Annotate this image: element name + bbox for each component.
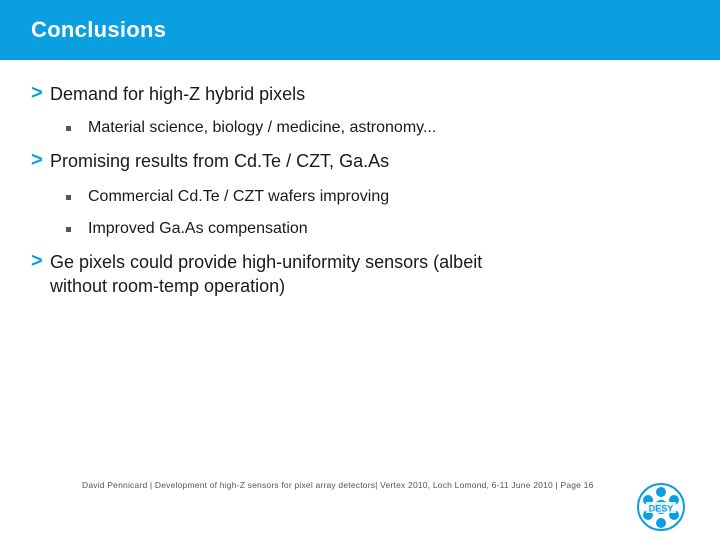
logo-text: DESY <box>648 503 674 514</box>
square-bullet-icon <box>66 126 71 131</box>
slide-title: Conclusions <box>31 17 167 42</box>
title-bar <box>0 0 720 60</box>
bullet-2-text: Promising results from Cd.Te / CZT, Ga.As <box>50 151 390 171</box>
bullet-2-sub-2 <box>66 219 308 239</box>
square-bullet-icon <box>66 227 71 232</box>
bullet-1 <box>31 82 510 106</box>
bullet-2 <box>31 149 510 173</box>
desy-logo <box>636 482 686 532</box>
arrow-icon: > <box>31 250 43 272</box>
bullet-3 <box>31 250 510 298</box>
footer-text: David Pennicard | Development of high-Z sensors for pixel array detectors| Vertex 2010, Loch Lomond, 6-11 June 2010 | Page 16 <box>82 480 594 490</box>
arrow-icon: > <box>31 149 43 171</box>
bullet-2-sub-2-text: Improved Ga.As compensation <box>88 220 308 237</box>
arrow-icon: > <box>31 82 43 104</box>
bullet-2-sub-1-text: Commercial Cd.Te / CZT wafers improving <box>88 188 390 205</box>
bullet-1-sub-1-text: Material science, biology / medicine, astronomy... <box>88 119 437 136</box>
square-bullet-icon <box>66 195 71 200</box>
bullet-2-sub-1 <box>66 187 389 207</box>
bullet-3-text: Ge pixels could provide high-uniformity sensors (albeit without room-temp operation) <box>50 252 483 296</box>
bullet-1-text: Demand for high-Z hybrid pixels <box>50 84 306 104</box>
bullet-1-sub-1 <box>66 118 436 138</box>
